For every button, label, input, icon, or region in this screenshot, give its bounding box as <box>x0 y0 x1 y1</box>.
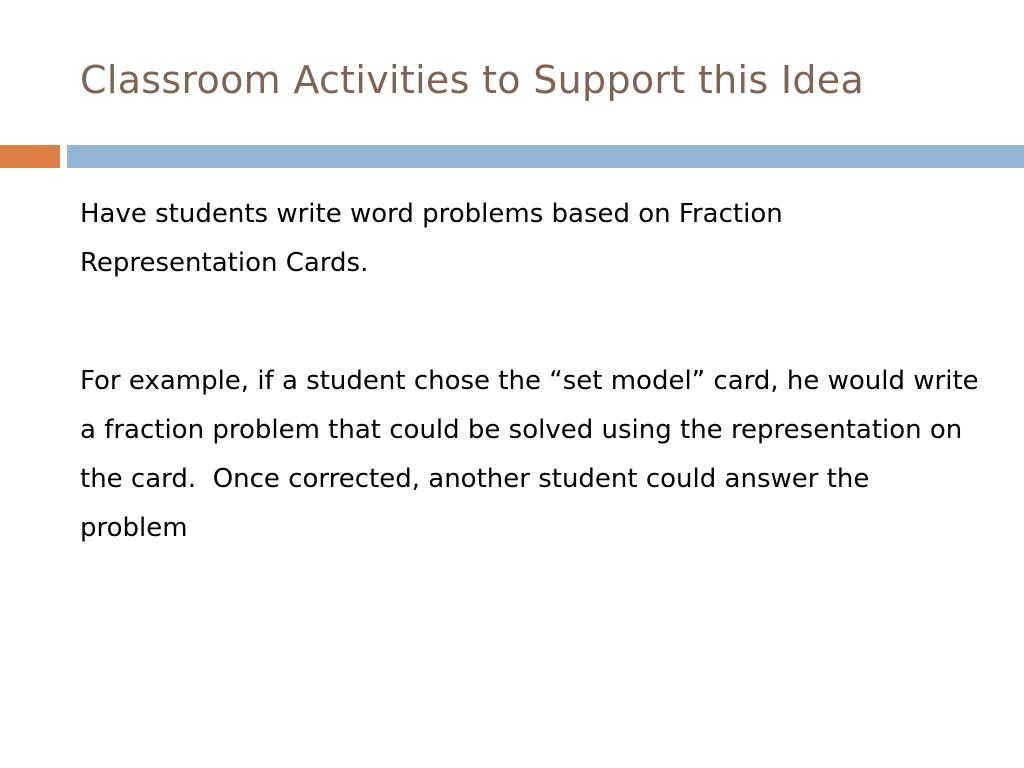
accent-bar-orange <box>0 145 60 168</box>
accent-bar-blue <box>67 145 1024 168</box>
body-paragraph-1: Have students write word problems based on Fraction Representation Cards. <box>80 199 783 278</box>
body-paragraph-2: For example, if a student chose the “set model” card, he would write a fraction problem that could be solved using the representation on the card. Once corrected, another student could answer the problem <box>80 366 987 543</box>
slide-title: Classroom Activities to Support this Idea <box>80 58 865 102</box>
